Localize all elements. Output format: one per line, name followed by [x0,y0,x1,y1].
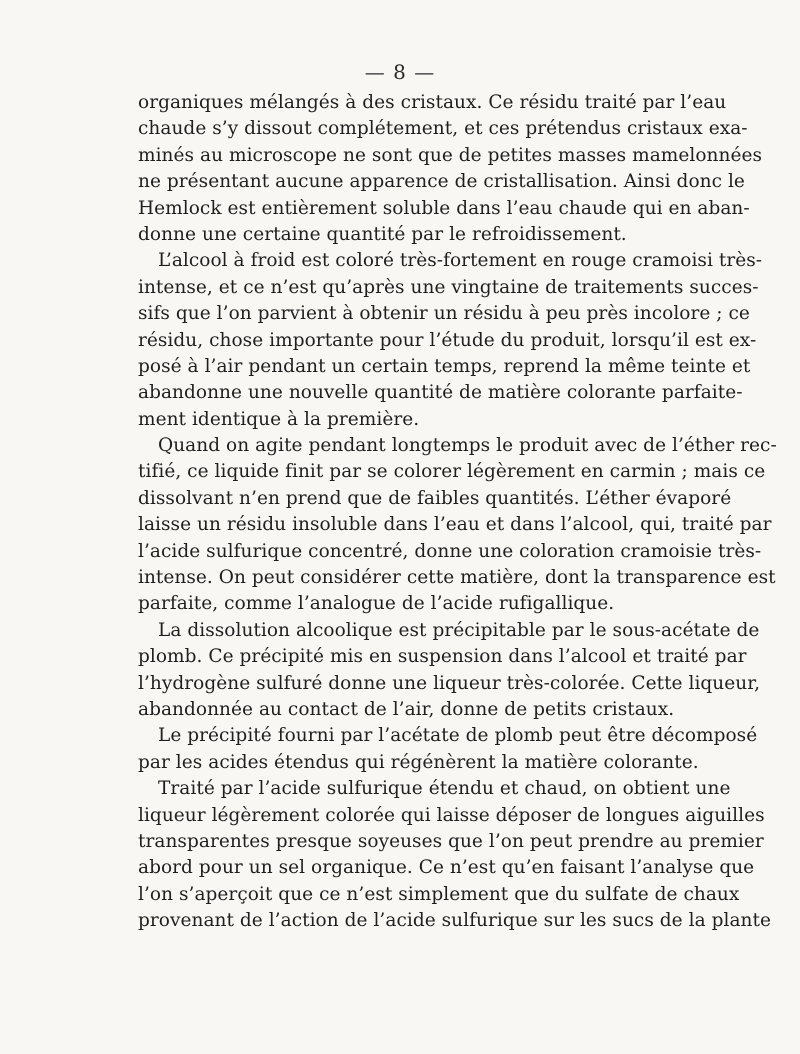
text-line: Le précipité fourni par l’acétate de plomb peut être décomposé [158,725,758,747]
text-line: posé à l’air pendant un certain temps, reprend la même teinte et [138,355,751,377]
text-line: Hemlock est entièrement soluble dans l’eau chaude qui en aban- [138,197,750,219]
text-line: abandonnée au contact de l’air, donne de petits cristaux. [138,698,675,720]
text-line: minés au microscope ne sont que de petites masses mamelonnées [138,144,763,166]
text-line: Quand on agite pendant longtemps le produit avec de l’éther rec- [158,435,777,457]
text-line: La dissolution alcoolique est précipitable par le sous-acétate de [158,619,760,641]
text-line: ment identique à la première. [138,408,420,430]
text-line: tifié, ce liquide finit par se colorer légèrement en carmin ; mais ce [138,461,766,483]
text-line: organiques mélangés à des cristaux. Ce résidu traité par l’eau [138,92,727,113]
text-line: par les acides étendus qui régénèrent la matière colorante. [138,751,699,773]
text-line: Traité par l’acide sulfurique étendu et chaud, on obtient une [158,778,731,800]
text-line: l’hydrogène sulfuré donne une liqueur très-colorée. Cette liqueur, [138,672,761,694]
body-text [138,90,777,935]
text-line: intense. On peut considérer cette matière, dont la transparence est [138,567,776,589]
text-line: chaude s’y dissout complétement, et ces prétendus cristaux exa- [138,118,748,140]
text-line: intense, et ce n’est qu’après une vingtaine de traitements succes- [138,276,759,298]
text-line: plomb. Ce précipité mis en suspension dans l’alcool et traité par [138,646,747,668]
text-line: parfaite, comme l’analogue de l’acide rufigallique. [138,593,615,615]
text-line: dissolvant n’en prend que de faibles quantités. L’éther évaporé [138,487,732,509]
text-line: abandonne une nouvelle quantité de matière colorante parfaite- [138,382,743,404]
text-line: l’acide sulfurique concentré, donne une coloration cramoisie très- [138,540,762,562]
text-line: abord pour un sel organique. Ce n’est qu’en faisant l’analyse que [138,857,755,879]
text-line: laisse un résidu insoluble dans l’eau et dans l’alcool, qui, traité par [138,514,772,536]
text-line: transparentes presque soyeuses que l’on peut prendre au premier [138,830,764,852]
text-line: donne une certaine quantité par le refroidissement. [138,223,627,245]
text-line: résidu, chose importante pour l’étude du produit, lorsqu’il est ex- [138,329,757,351]
text-line: liqueur légèrement colorée qui laisse déposer de longues aiguilles [138,804,765,826]
text-line: sifs que l’on parvient à obtenir un résidu à peu près incolore ; ce [138,303,750,325]
page-number: — 8 — [364,60,436,84]
text-line: l’on s’aperçoit que ce n’est simplement que du sulfate de chaux [138,883,740,905]
text-line: ne présentant aucune apparence de cristallisation. Ainsi donc le [138,171,745,193]
text-line: provenant de l’action de l’acide sulfurique sur les sucs de la plante [138,910,771,932]
text-line: L’alcool à froid est coloré très-fortement en rouge cramoisi très- [158,250,763,272]
